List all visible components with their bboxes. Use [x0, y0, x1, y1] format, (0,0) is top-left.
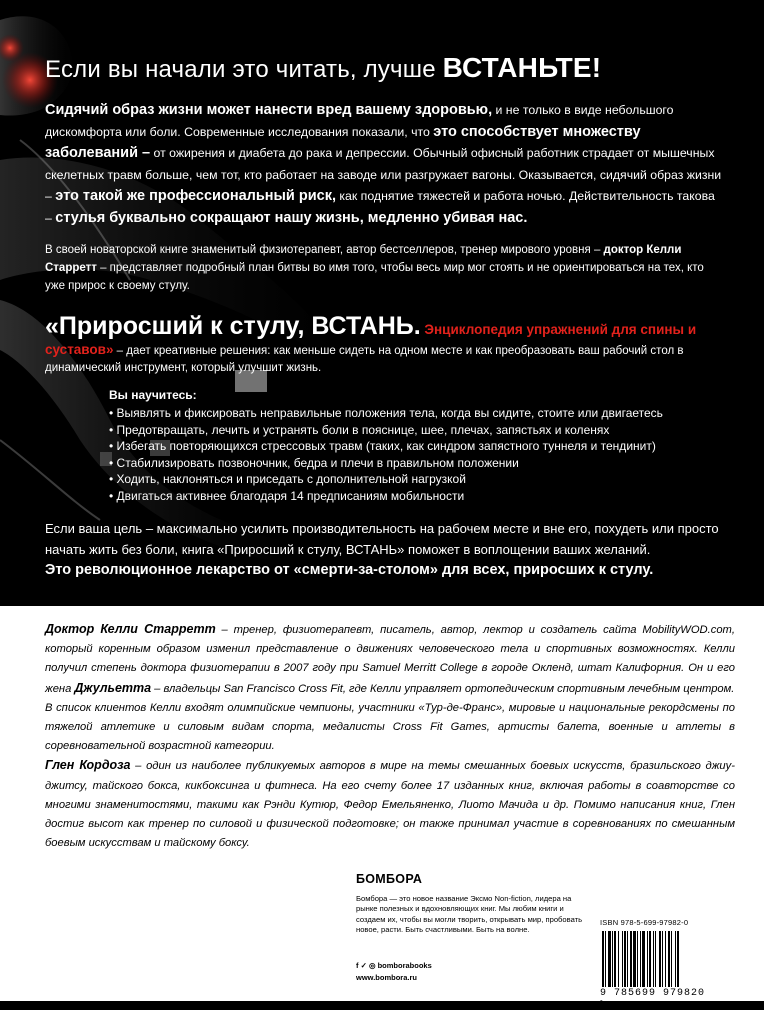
bio-text-4: – один из наиболее публикуемых авторов в мире на темы смешанных боевых искусств, бразильского джиу-джитсу, тайского бокса, кикбоксинга и фитнеса. На его счету более 17 изданных книг, включая работы в соавторстве со многими знаменитостями, такими как Рэнди Кутюр, Федор Емельяненко, Лиото Мачида и др. Помимо написания книг, Глен достиг высот как тренер по силовой и физической подготовке; он также принимал участие в соревнованиях по смешанным боевым искусствам и тайскому боксу. — [45, 760, 735, 850]
barcode-bar — [612, 931, 613, 987]
bio-text-1: – тренер, физиотерапевт, писатель, автор, лектор и создатель сайта MobilityWOD.com, который коренным образом изменил представление о движениях человеческого тела и спортивных возможностях. Келли получил степень доктора физиотерапии в 2007 году при Samuel Merritt College в городе Окленд, штат Калифорния. Он и его жена — [45, 624, 735, 695]
barcode-bar — [653, 931, 654, 987]
barcode-bar — [637, 931, 638, 987]
isbn-digits: 9 785699 979820 > — [600, 988, 706, 1010]
barcode-bar — [618, 931, 619, 987]
barcode-graphic — [600, 931, 710, 987]
bio-name-glen: Глен Кордоза — [45, 758, 131, 773]
barcode-bar — [668, 931, 670, 987]
book-subtitle: Энциклопедия упражнений для спины и суставов» — [45, 322, 697, 357]
tagline: Это революционное лекарство от «смерти-за-столом» для всех, приросших к стулу. — [45, 562, 654, 578]
social-links — [356, 961, 432, 970]
headline — [45, 52, 601, 84]
barcode-bar — [627, 931, 628, 987]
author-text-1: В своей новаторской книге знаменитый физиотерапевт, автор бестселлеров, тренер мирового уровня – — [45, 244, 604, 256]
barcode-bar — [602, 931, 604, 987]
bio-name-kelly: Доктор Келли Старретт — [45, 622, 216, 636]
book-title: «Приросший к стулу, ВСТАНЬ. — [45, 312, 421, 340]
barcode-bar — [647, 931, 648, 987]
barcode-bar — [665, 931, 666, 987]
barcode-bar — [649, 931, 651, 987]
barcode-bar — [671, 931, 672, 987]
author-paragraph — [45, 241, 725, 295]
barcode-bar — [630, 931, 632, 987]
learn-item: • Ходить, наклоняться и приседать с дополнительной нагрузкой — [109, 471, 663, 488]
learn-item: • Двигаться активнее благодаря 14 предписаниям мобильности — [109, 488, 663, 505]
publisher-description: Бомбора — это новое название Эксмо Non-fiction, лидера на рынке полезных и вдохновляющих книг. Мы любим книги и создаем их, чтобы вы могли творить, открывать мир, пробовать новое, расти. Быть счастливыми. Быть на волне. — [356, 894, 583, 935]
social-icons: f ✓ ◎ — [356, 961, 376, 970]
intro-text-2: от ожирения и диабета до рака и депрессии. Обычный офисный работник страдает от мышечных скелетных травм больше, чем тот, кто работает на заводе или разгружает вагоны. Оказывается, сидячий образ жизни – — [45, 146, 722, 203]
learn-item: • Выявлять и фиксировать неправильные положения тела, когда вы сидите, стоите или двигаетесь — [109, 405, 663, 422]
barcode-bar — [633, 931, 636, 987]
learn-item: • Избегать повторяющихся стрессовых травм (таких, как синдром запястного туннеля и тендинит) — [109, 438, 663, 455]
publisher-name: БОМБОРА — [356, 872, 423, 886]
isbn-block — [600, 918, 710, 1010]
author-name: доктор Келли Старретт — [45, 244, 682, 274]
intro-bold-1: Сидячий образ жизни может нанести вред вашему здоровью, — [45, 102, 493, 118]
book-title-rest: – дает креативные решения: как меньше сидеть на одном месте и как преобразовать ваш рабочий стол в динамический инструмент, который улучшит жизнь. — [45, 345, 684, 374]
intro-text-1: и не только в виде небольшого дискомфорта или боли. Современные исследования показали, что — [45, 103, 674, 139]
barcode-bar — [655, 931, 656, 987]
barcode-bar — [614, 931, 616, 987]
bio-name-juliet: Джульетта — [74, 680, 152, 695]
learn-item: • Стабилизировать позвоночник, бедра и плечи в правильном положении — [109, 455, 663, 472]
publisher-website: www.bombora.ru — [356, 973, 417, 982]
social-handle: bomborabooks — [377, 961, 432, 970]
headline-lead: Если вы начали это читать, лучше — [45, 56, 443, 83]
barcode-bar — [622, 931, 623, 987]
intro-bold-4: стулья буквально сокращают нашу жизнь, медленно убивая нас. — [55, 209, 528, 226]
barcode-bar — [642, 931, 645, 987]
headline-emphasis: ВСТАНЬТЕ! — [442, 52, 602, 83]
barcode-bar — [677, 931, 679, 987]
publisher-block — [356, 872, 586, 982]
authors-bio — [45, 620, 735, 853]
bio-text-3: В список клиентов Келли входят олимпийские чемпионы, участники «Тур-де-Франс», мировые и национальные рекордсмены по тяжелой атлетике и силовым видам спорта, медалисты Cross Fit Games, артисты балета, военные и атлеты в соревновательной возрастной категории. — [45, 701, 735, 753]
barcode-bar — [605, 931, 606, 987]
light-bottom-section — [0, 606, 764, 1010]
intro-text-3: как поднятие тяжестей и работа ночью. Действительность такова – — [45, 189, 715, 225]
author-text-2: – представляет подробный план битвы во имя того, чтобы весь мир мог стоять и не ориентироваться на тех, кто уже прирос к своему стулу. — [45, 262, 704, 292]
goal-paragraph: Если ваша цель – максимально усилить производительность на рабочем месте и вне его, похудеть или просто начать жить без боли, книга «Приросший к стулу, ВСТАНЬ» поможет в воплощении ваших желаний. — [45, 521, 719, 557]
learn-heading: Вы научитесь: — [109, 388, 197, 402]
learn-item: • Предотвращать, лечить и устранять боли в пояснице, шее, плечах, запястьях и коленях — [109, 422, 663, 439]
intro-bold-3: это такой же профессиональный риск, — [55, 188, 336, 204]
barcode-bar — [640, 931, 641, 987]
book-title-paragraph — [45, 311, 735, 377]
intro-bold-2: это способствует множеству заболеваний – — [45, 123, 641, 161]
isbn-label: ISBN 978-5-699-97982-0 — [600, 918, 689, 927]
barcode-bar — [624, 931, 626, 987]
barcode-bar — [662, 931, 663, 987]
barcode-bar — [659, 931, 661, 987]
intro-paragraph — [45, 100, 725, 229]
bio-text-2: – владельцы San Francisco Cross Fit, где Келли управляет ортопедическим спортивным лечебным центром. — [151, 682, 735, 695]
barcode-bar — [608, 931, 611, 987]
barcode-bar — [675, 931, 676, 987]
learn-list — [109, 405, 663, 504]
